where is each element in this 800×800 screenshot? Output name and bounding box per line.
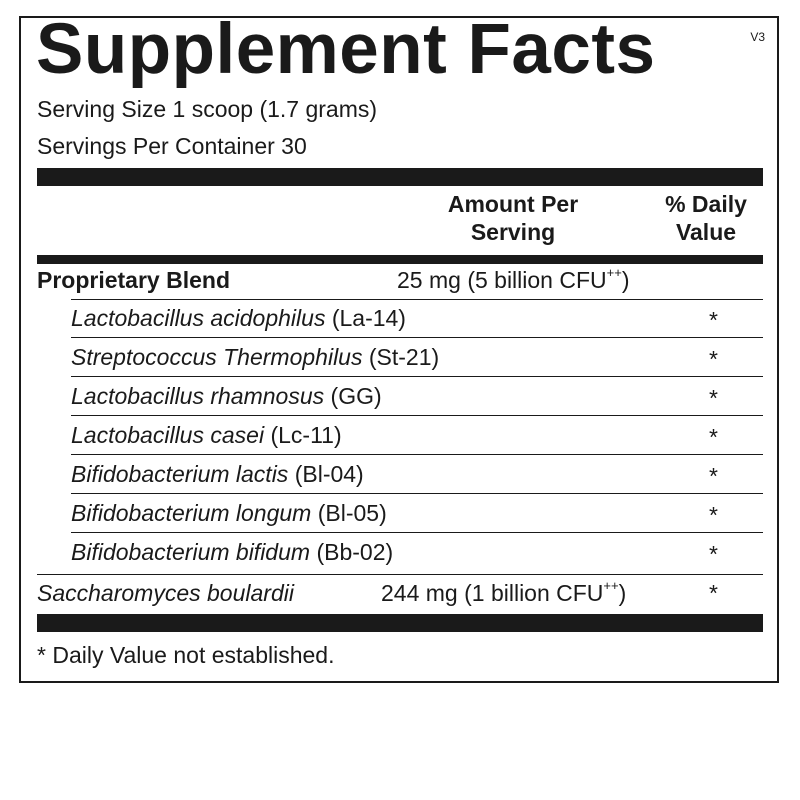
saccharomyces-dv: * xyxy=(709,580,718,606)
row-divider xyxy=(71,415,763,416)
thick-divider-bottom xyxy=(37,614,763,632)
row-divider xyxy=(71,454,763,455)
servings-per-container: Servings Per Container 30 xyxy=(37,133,307,159)
strain-dv: * xyxy=(709,346,718,372)
strain-dv: * xyxy=(709,463,718,489)
strain-dv: * xyxy=(709,424,718,450)
row-divider xyxy=(71,493,763,494)
version-tag: V3 xyxy=(750,30,765,44)
serving-size: Serving Size 1 scoop (1.7 grams) xyxy=(37,96,378,122)
supplement-facts-panel xyxy=(19,10,779,683)
saccharomyces-amount: 244 mg (1 billion CFU++) xyxy=(381,578,627,606)
row-divider xyxy=(71,337,763,338)
strain-dv: * xyxy=(709,541,718,567)
strain-dv: * xyxy=(709,307,718,333)
panel-title: Supplement Facts xyxy=(36,10,656,89)
row-divider xyxy=(71,376,763,377)
strain-dv: * xyxy=(709,385,718,411)
row-divider xyxy=(37,574,763,575)
thick-divider-top xyxy=(37,168,763,186)
strain-dv: * xyxy=(709,502,718,528)
saccharomyces-name: Saccharomyces boulardii xyxy=(37,580,294,606)
amount-per-serving-header: Amount Per Serving xyxy=(447,191,579,245)
strain-name: Lactobacillus rhamnosus (GG) xyxy=(71,383,382,409)
strain-name: Streptococcus Thermophilus (St-21) xyxy=(71,344,440,370)
strain-name: Bifidobacterium bifidum (Bb-02) xyxy=(71,539,394,565)
row-divider xyxy=(71,532,763,533)
thick-divider-header xyxy=(37,255,763,264)
blend-name: Proprietary Blend xyxy=(37,267,230,293)
strain-name: Lactobacillus casei (Lc-11) xyxy=(71,422,342,448)
strain-name: Bifidobacterium lactis (Bl-04) xyxy=(71,461,364,487)
strain-name: Lactobacillus acidophilus (La-14) xyxy=(71,305,406,331)
strain-name: Bifidobacterium longum (Bl-05) xyxy=(71,500,387,526)
blend-amount: 25 mg (5 billion CFU++) xyxy=(397,265,630,293)
footnote: * Daily Value not established. xyxy=(37,642,335,668)
row-divider xyxy=(71,299,763,300)
daily-value-header: % Daily Value xyxy=(665,191,747,245)
